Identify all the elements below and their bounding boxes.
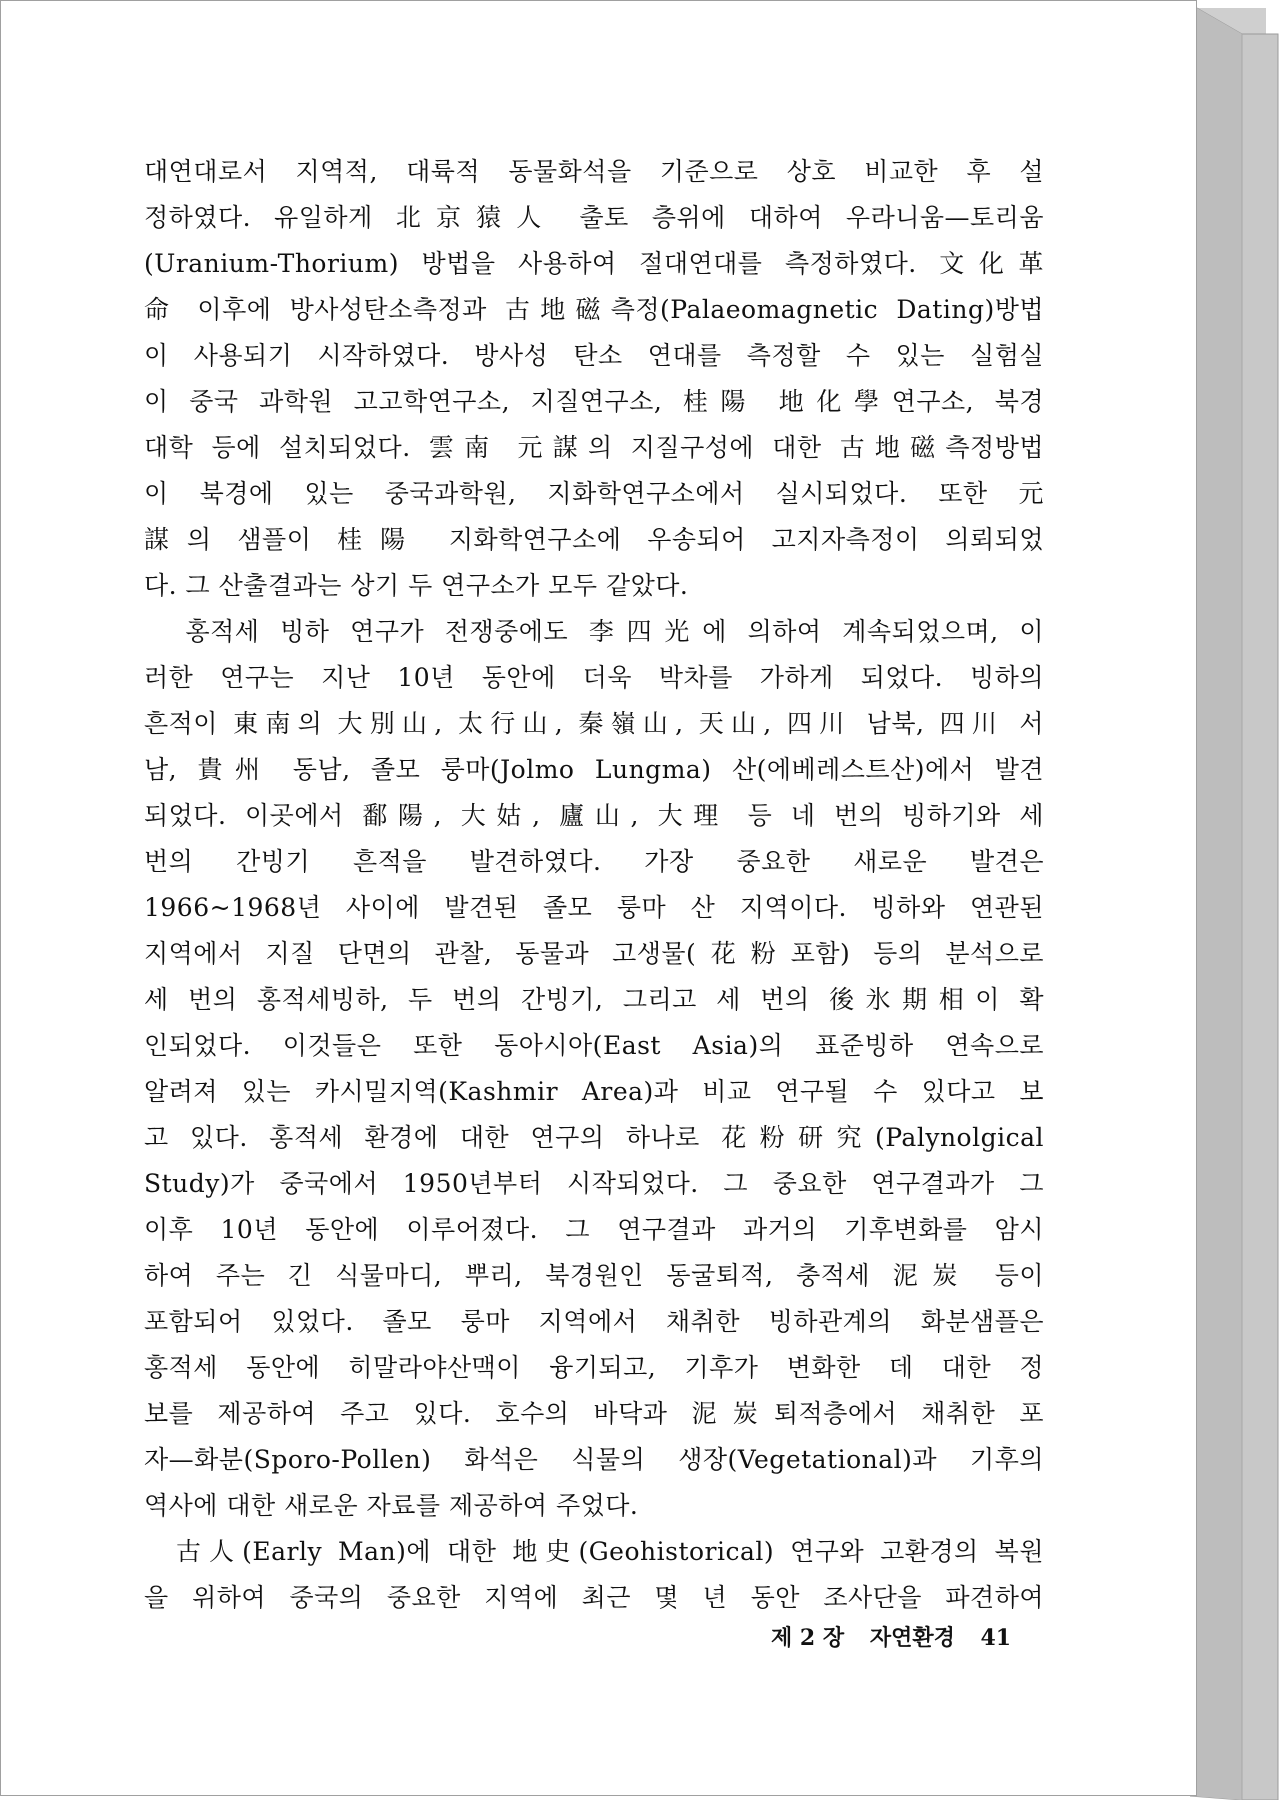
text-line: 흔적이 東南의 大別山, 太行山, 秦嶺山, 天山, 四川 남북, 四川 서 bbox=[144, 709, 1044, 738]
text-line: 인되었다. 이것들은 또한 동아시아(East Asia)의 표준빙하 연속으로 bbox=[144, 1031, 1044, 1060]
text-line: 命 이후에 방사성탄소측정과 古地磁측정(Palaeomagnetic Dating)방법 bbox=[144, 295, 1044, 324]
text-line: 이 중국 과학원 고고학연구소, 지질연구소, 桂陽 地化學연구소, 북경 bbox=[144, 387, 1044, 416]
section-label: 자연환경 bbox=[869, 1625, 955, 1651]
text-line: 남, 貴州 동남, 졸모 룽마(Jolmo Lungma) 산(에베레스트산)에서 발견 bbox=[144, 755, 1044, 784]
text-line: 세 번의 홍적세빙하, 두 번의 간빙기, 그리고 세 번의 後氷期相이 확 bbox=[144, 985, 1044, 1014]
body-text bbox=[144, 149, 1044, 1621]
text-line: 지역에서 지질 단면의 관찰, 동물과 고생물(花粉포함) 등의 분석으로 bbox=[144, 939, 1044, 968]
text-line: 대연대로서 지역적, 대륙적 동물화석을 기준으로 상호 비교한 후 설 bbox=[144, 157, 1044, 186]
page-number: 41 bbox=[980, 1625, 1012, 1651]
text-line: 홍적세 동안에 히말라야산맥이 융기되고, 기후가 변화한 데 대한 정 bbox=[144, 1353, 1044, 1382]
text-line: Study)가 중국에서 1950년부터 시작되었다. 그 중요한 연구결과가 그 bbox=[144, 1169, 1044, 1198]
text-line: 이 북경에 있는 중국과학원, 지화학연구소에서 실시되었다. 또한 元 bbox=[144, 479, 1044, 508]
chapter-label: 제 2 장 bbox=[771, 1625, 845, 1651]
page-stack-edge bbox=[1190, 0, 1280, 1800]
text-line: 다. 그 산출결과는 상기 두 연구소가 모두 같았다. bbox=[144, 571, 689, 600]
text-line: 이 사용되기 시작하였다. 방사성 탄소 연대를 측정할 수 있는 실험실 bbox=[144, 341, 1044, 370]
text-line: 포함되어 있었다. 졸모 룽마 지역에서 채취한 빙하관계의 화분샘플은 bbox=[144, 1307, 1044, 1336]
text-line: 보를 제공하여 주고 있다. 호수의 바닥과 泥炭퇴적층에서 채취한 포 bbox=[144, 1399, 1044, 1428]
text-line: 하여 주는 긴 식물마디, 뿌리, 북경원인 동굴퇴적, 충적세 泥炭 등이 bbox=[144, 1261, 1044, 1290]
page-footer bbox=[771, 1621, 1011, 1652]
text-line: 대학 등에 설치되었다. 雲南 元謀의 지질구성에 대한 古地磁측정방법 bbox=[144, 433, 1044, 462]
text-line: 고 있다. 홍적세 환경에 대한 연구의 하나로 花粉研究(Palynolgical bbox=[144, 1123, 1044, 1152]
text-line: 을 위하여 중국의 중요한 지역에 최근 몇 년 동안 조사단을 파견하여 bbox=[144, 1583, 1044, 1612]
text-line: 홍적세 빙하 연구가 전쟁중에도 李四光에 의하여 계속되었으며, 이 bbox=[144, 617, 1044, 646]
text-line: 번의 간빙기 흔적을 발견하였다. 가장 중요한 새로운 발견은 bbox=[144, 847, 1044, 876]
text-line: 되었다. 이곳에서 鄱陽, 大姑, 廬山, 大理 등 네 번의 빙하기와 세 bbox=[144, 801, 1044, 830]
text-line: 이후 10년 동안에 이루어졌다. 그 연구결과 과거의 기후변화를 암시 bbox=[144, 1215, 1044, 1244]
text-line: 謀의 샘플이 桂陽 지화학연구소에 우송되어 고지자측정이 의뢰되었 bbox=[144, 525, 1044, 554]
text-line: 1966~1968년 사이에 발견된 졸모 룽마 산 지역이다. 빙하와 연관된 bbox=[144, 893, 1044, 922]
text-line: 알려져 있는 카시밀지역(Kashmir Area)과 비교 연구될 수 있다고 보 bbox=[144, 1077, 1044, 1106]
text-line: 정하였다. 유일하게 北京猿人 출토 층위에 대하여 우라니움—토리움 bbox=[144, 203, 1044, 232]
text-line: 자—화분(Sporo-Pollen) 화석은 식물의 생장(Vegetational)과 기후의 bbox=[144, 1445, 1044, 1474]
text-line: (Uranium-Thorium) 방법을 사용하여 절대연대를 측정하였다. 文化革 bbox=[144, 249, 1044, 278]
text-line: 러한 연구는 지난 10년 동안에 더욱 박차를 가하게 되었다. 빙하의 bbox=[144, 663, 1044, 692]
text-line: 역사에 대한 새로운 자료를 제공하여 주었다. bbox=[144, 1491, 639, 1520]
text-line: 古人(Early Man)에 대한 地史(Geohistorical) 연구와 고환경의 복원 bbox=[144, 1537, 1044, 1566]
